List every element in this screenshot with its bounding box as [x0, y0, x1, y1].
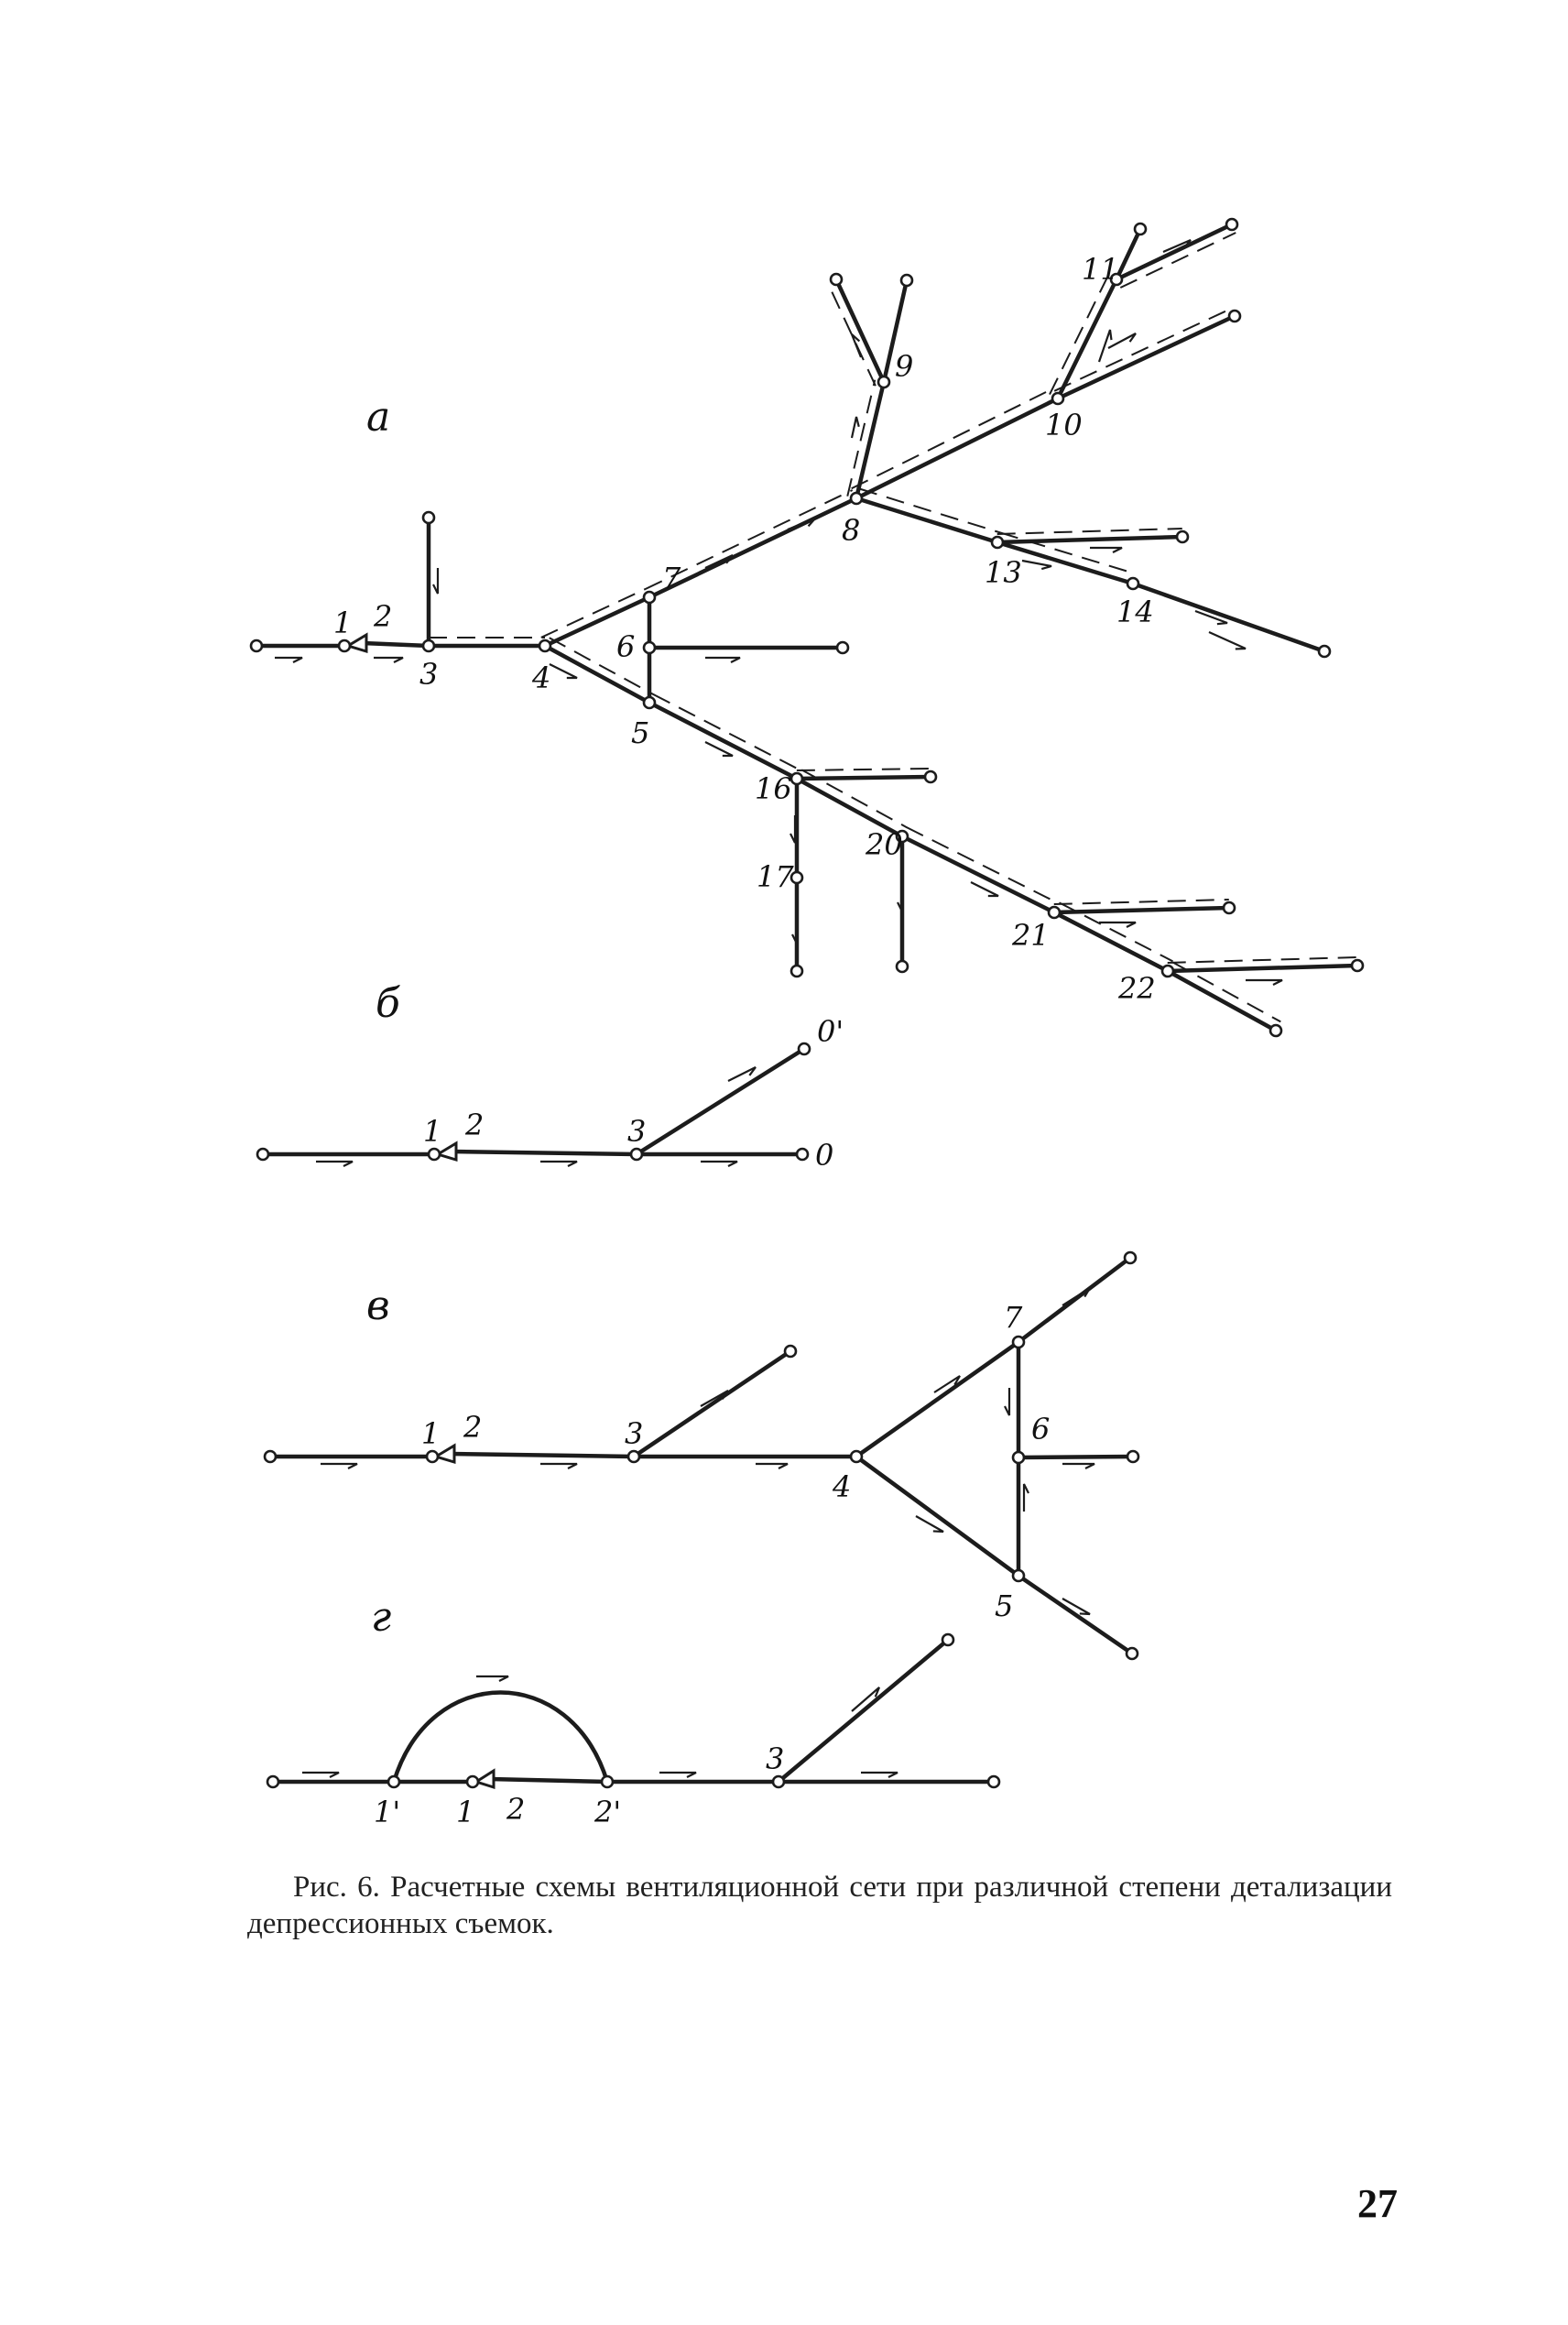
network-node — [1135, 224, 1146, 235]
air-flow-path — [1168, 957, 1357, 963]
network-branch — [490, 1779, 607, 1782]
flow-direction-arrow — [1099, 922, 1136, 927]
network-node — [539, 640, 550, 651]
flow-direction-arrow — [788, 518, 815, 529]
node-label: 0' — [817, 1014, 844, 1049]
network-node — [925, 771, 936, 782]
node-label: 8 — [842, 513, 861, 548]
network-node — [851, 493, 862, 504]
network-node — [942, 1634, 953, 1645]
network-branch — [797, 777, 931, 779]
fan-icon — [476, 1771, 494, 1787]
node-label: 10 — [1045, 408, 1083, 442]
network-node — [878, 377, 889, 388]
node-label: 20 — [866, 827, 903, 862]
network-branch — [1054, 908, 1229, 912]
air-flow-path — [907, 827, 1059, 903]
node-label: 2 — [463, 1410, 483, 1445]
node-label: 1 — [333, 606, 353, 640]
node-label: 7 — [1004, 1300, 1023, 1335]
flow-direction-arrow — [1024, 1484, 1029, 1512]
network-node — [831, 274, 842, 285]
flow-direction-arrow — [1062, 1464, 1094, 1468]
flow-direction-arrow — [934, 1376, 960, 1392]
flow-direction-arrow — [1108, 333, 1136, 348]
network-branch — [1054, 912, 1168, 971]
network-branch — [856, 1457, 1018, 1576]
network-node — [1013, 1337, 1024, 1348]
network-node — [1125, 1252, 1136, 1263]
node-label: 9 — [895, 349, 914, 384]
air-flow-path — [1054, 900, 1229, 904]
flow-direction-arrow — [433, 568, 438, 594]
network-branch — [637, 1049, 804, 1154]
network-node — [1226, 219, 1237, 230]
air-flow-path — [797, 769, 931, 770]
node-label: 1 — [421, 1416, 441, 1451]
network-branch — [856, 498, 997, 542]
flow-direction-arrow — [790, 815, 795, 843]
node-label: 3 — [419, 657, 439, 692]
node-label: 16 — [755, 771, 792, 806]
network-branch — [997, 537, 1182, 542]
network-node — [267, 1776, 278, 1787]
network-branch — [634, 1351, 790, 1457]
air-flow-path — [654, 694, 801, 770]
network-branch — [1116, 224, 1232, 279]
network-node — [644, 642, 655, 653]
flow-direction-arrow — [1246, 980, 1282, 985]
network-node — [1052, 393, 1063, 404]
node-label: 4 — [532, 660, 551, 695]
network-node — [773, 1776, 784, 1787]
network-node — [257, 1149, 268, 1160]
air-flow-path — [859, 488, 1000, 532]
panel-label: б — [376, 980, 400, 1027]
network-node — [1127, 1648, 1138, 1659]
flow-direction-arrow — [1022, 561, 1051, 569]
flow-direction-arrow — [1062, 1288, 1090, 1305]
node-label: 2 — [374, 599, 393, 634]
network-node — [799, 1043, 810, 1054]
network-node — [628, 1451, 639, 1462]
flow-direction-arrow — [321, 1464, 357, 1468]
panel-label: а — [366, 394, 391, 441]
network-node — [427, 1451, 438, 1462]
network-node — [265, 1451, 276, 1462]
flow-direction-arrow — [316, 1162, 353, 1166]
air-flow-path — [997, 529, 1182, 534]
network-node — [429, 1149, 440, 1160]
flow-direction-arrow — [852, 334, 861, 357]
page-number: 27 — [1357, 2181, 1398, 2226]
flow-direction-arrow — [705, 658, 740, 662]
network-node — [631, 1149, 642, 1160]
network-node — [423, 512, 434, 523]
network-node — [901, 275, 912, 286]
panel-label: г — [371, 1594, 392, 1641]
network-node — [644, 697, 655, 708]
node-label: 21 — [1012, 918, 1050, 953]
network-node — [988, 1776, 999, 1787]
network-node — [992, 537, 1003, 548]
flow-direction-arrow — [1099, 330, 1111, 362]
flow-direction-arrow — [540, 1464, 577, 1468]
node-label: 11 — [1082, 252, 1119, 287]
network-branch — [451, 1454, 634, 1457]
node-label: 2 — [506, 1792, 526, 1827]
network-node — [1352, 960, 1363, 971]
node-label: 1 — [456, 1795, 475, 1829]
air-flow-path — [852, 388, 1053, 488]
flow-direction-arrow — [1005, 1388, 1009, 1415]
network-node — [1013, 1452, 1024, 1463]
network-branch — [1018, 1258, 1130, 1342]
network-node — [791, 966, 802, 977]
flow-direction-arrow — [275, 658, 302, 662]
network-node — [837, 642, 848, 653]
node-label: 6 — [1031, 1412, 1051, 1446]
network-node — [1319, 646, 1330, 657]
flow-direction-arrow — [550, 664, 577, 678]
node-label: 14 — [1116, 595, 1154, 629]
network-node — [644, 592, 655, 603]
node-label: 4 — [833, 1469, 852, 1504]
node-label: 5 — [995, 1588, 1014, 1623]
panel-label: в — [366, 1283, 390, 1329]
network-nodes — [251, 219, 1363, 1829]
node-label: 3 — [627, 1114, 647, 1149]
node-label: 2' — [594, 1795, 622, 1829]
network-node — [339, 640, 350, 651]
node-label: 3 — [625, 1416, 644, 1451]
flow-direction-arrow — [1090, 548, 1122, 552]
network-node — [1127, 1451, 1138, 1462]
node-label: 2 — [465, 1108, 485, 1142]
network-node — [602, 1776, 613, 1787]
flow-direction-arrow — [302, 1773, 339, 1777]
flow-arrows — [275, 240, 1282, 1777]
network-node — [1013, 1570, 1024, 1581]
network-branch — [902, 836, 1054, 912]
node-label: 7 — [662, 561, 681, 595]
node-label: 17 — [757, 859, 794, 894]
node-label: 3 — [766, 1741, 785, 1776]
network-branch — [836, 279, 884, 382]
flow-direction-arrow — [374, 658, 403, 662]
node-label: 5 — [631, 715, 650, 750]
flow-direction-arrow — [756, 1464, 788, 1468]
node-label: 6 — [616, 629, 636, 664]
node-label: 13 — [985, 555, 1022, 590]
network-node — [851, 1451, 862, 1462]
air-flow-path — [1120, 233, 1236, 288]
network-node — [388, 1776, 399, 1787]
network-branches — [256, 224, 1357, 1787]
node-label: 0 — [815, 1138, 834, 1173]
network-branch — [1168, 966, 1357, 971]
network-node — [797, 1149, 808, 1160]
network-node — [785, 1346, 796, 1357]
network-branch — [856, 1342, 1018, 1457]
flow-direction-arrow — [476, 1676, 508, 1681]
flow-direction-arrow — [1209, 632, 1246, 649]
network-node — [1162, 966, 1173, 977]
network-branch — [1058, 316, 1235, 398]
network-branch — [779, 1640, 948, 1782]
node-label: 1' — [374, 1795, 401, 1829]
node-label: 1 — [423, 1114, 442, 1149]
network-node — [1229, 311, 1240, 322]
network-node — [1049, 907, 1060, 918]
flow-direction-arrow — [852, 417, 859, 438]
network-node — [1177, 531, 1188, 542]
network-branch — [452, 1152, 637, 1154]
flow-direction-arrow — [659, 1773, 696, 1777]
air-flow-path — [1050, 276, 1108, 395]
network-branch — [1018, 1576, 1132, 1654]
flow-direction-arrow — [898, 884, 902, 911]
node-label: 22 — [1118, 971, 1156, 1006]
flow-direction-arrow — [701, 1162, 737, 1166]
network-node — [897, 961, 908, 972]
bypass-branch — [394, 1693, 607, 1783]
network-node — [467, 1776, 478, 1787]
network-node — [1224, 902, 1235, 913]
network-node — [1270, 1025, 1281, 1036]
flow-direction-arrow — [540, 1162, 577, 1166]
network-branch — [856, 398, 1058, 498]
network-node — [791, 773, 802, 784]
network-node — [423, 640, 434, 651]
network-node — [251, 640, 262, 651]
flow-direction-arrow — [792, 916, 797, 944]
flow-direction-arrow — [861, 1773, 898, 1777]
figure-caption: Рис. 6. Расчетные схемы вентиляционной сети при различной степени детализации депрессионных съемок. — [247, 1871, 1392, 1940]
network-node — [1127, 578, 1138, 589]
air-flow-path — [550, 638, 654, 694]
network-branch — [363, 643, 429, 646]
flow-direction-arrow — [728, 1067, 756, 1081]
network-branch — [649, 703, 797, 779]
